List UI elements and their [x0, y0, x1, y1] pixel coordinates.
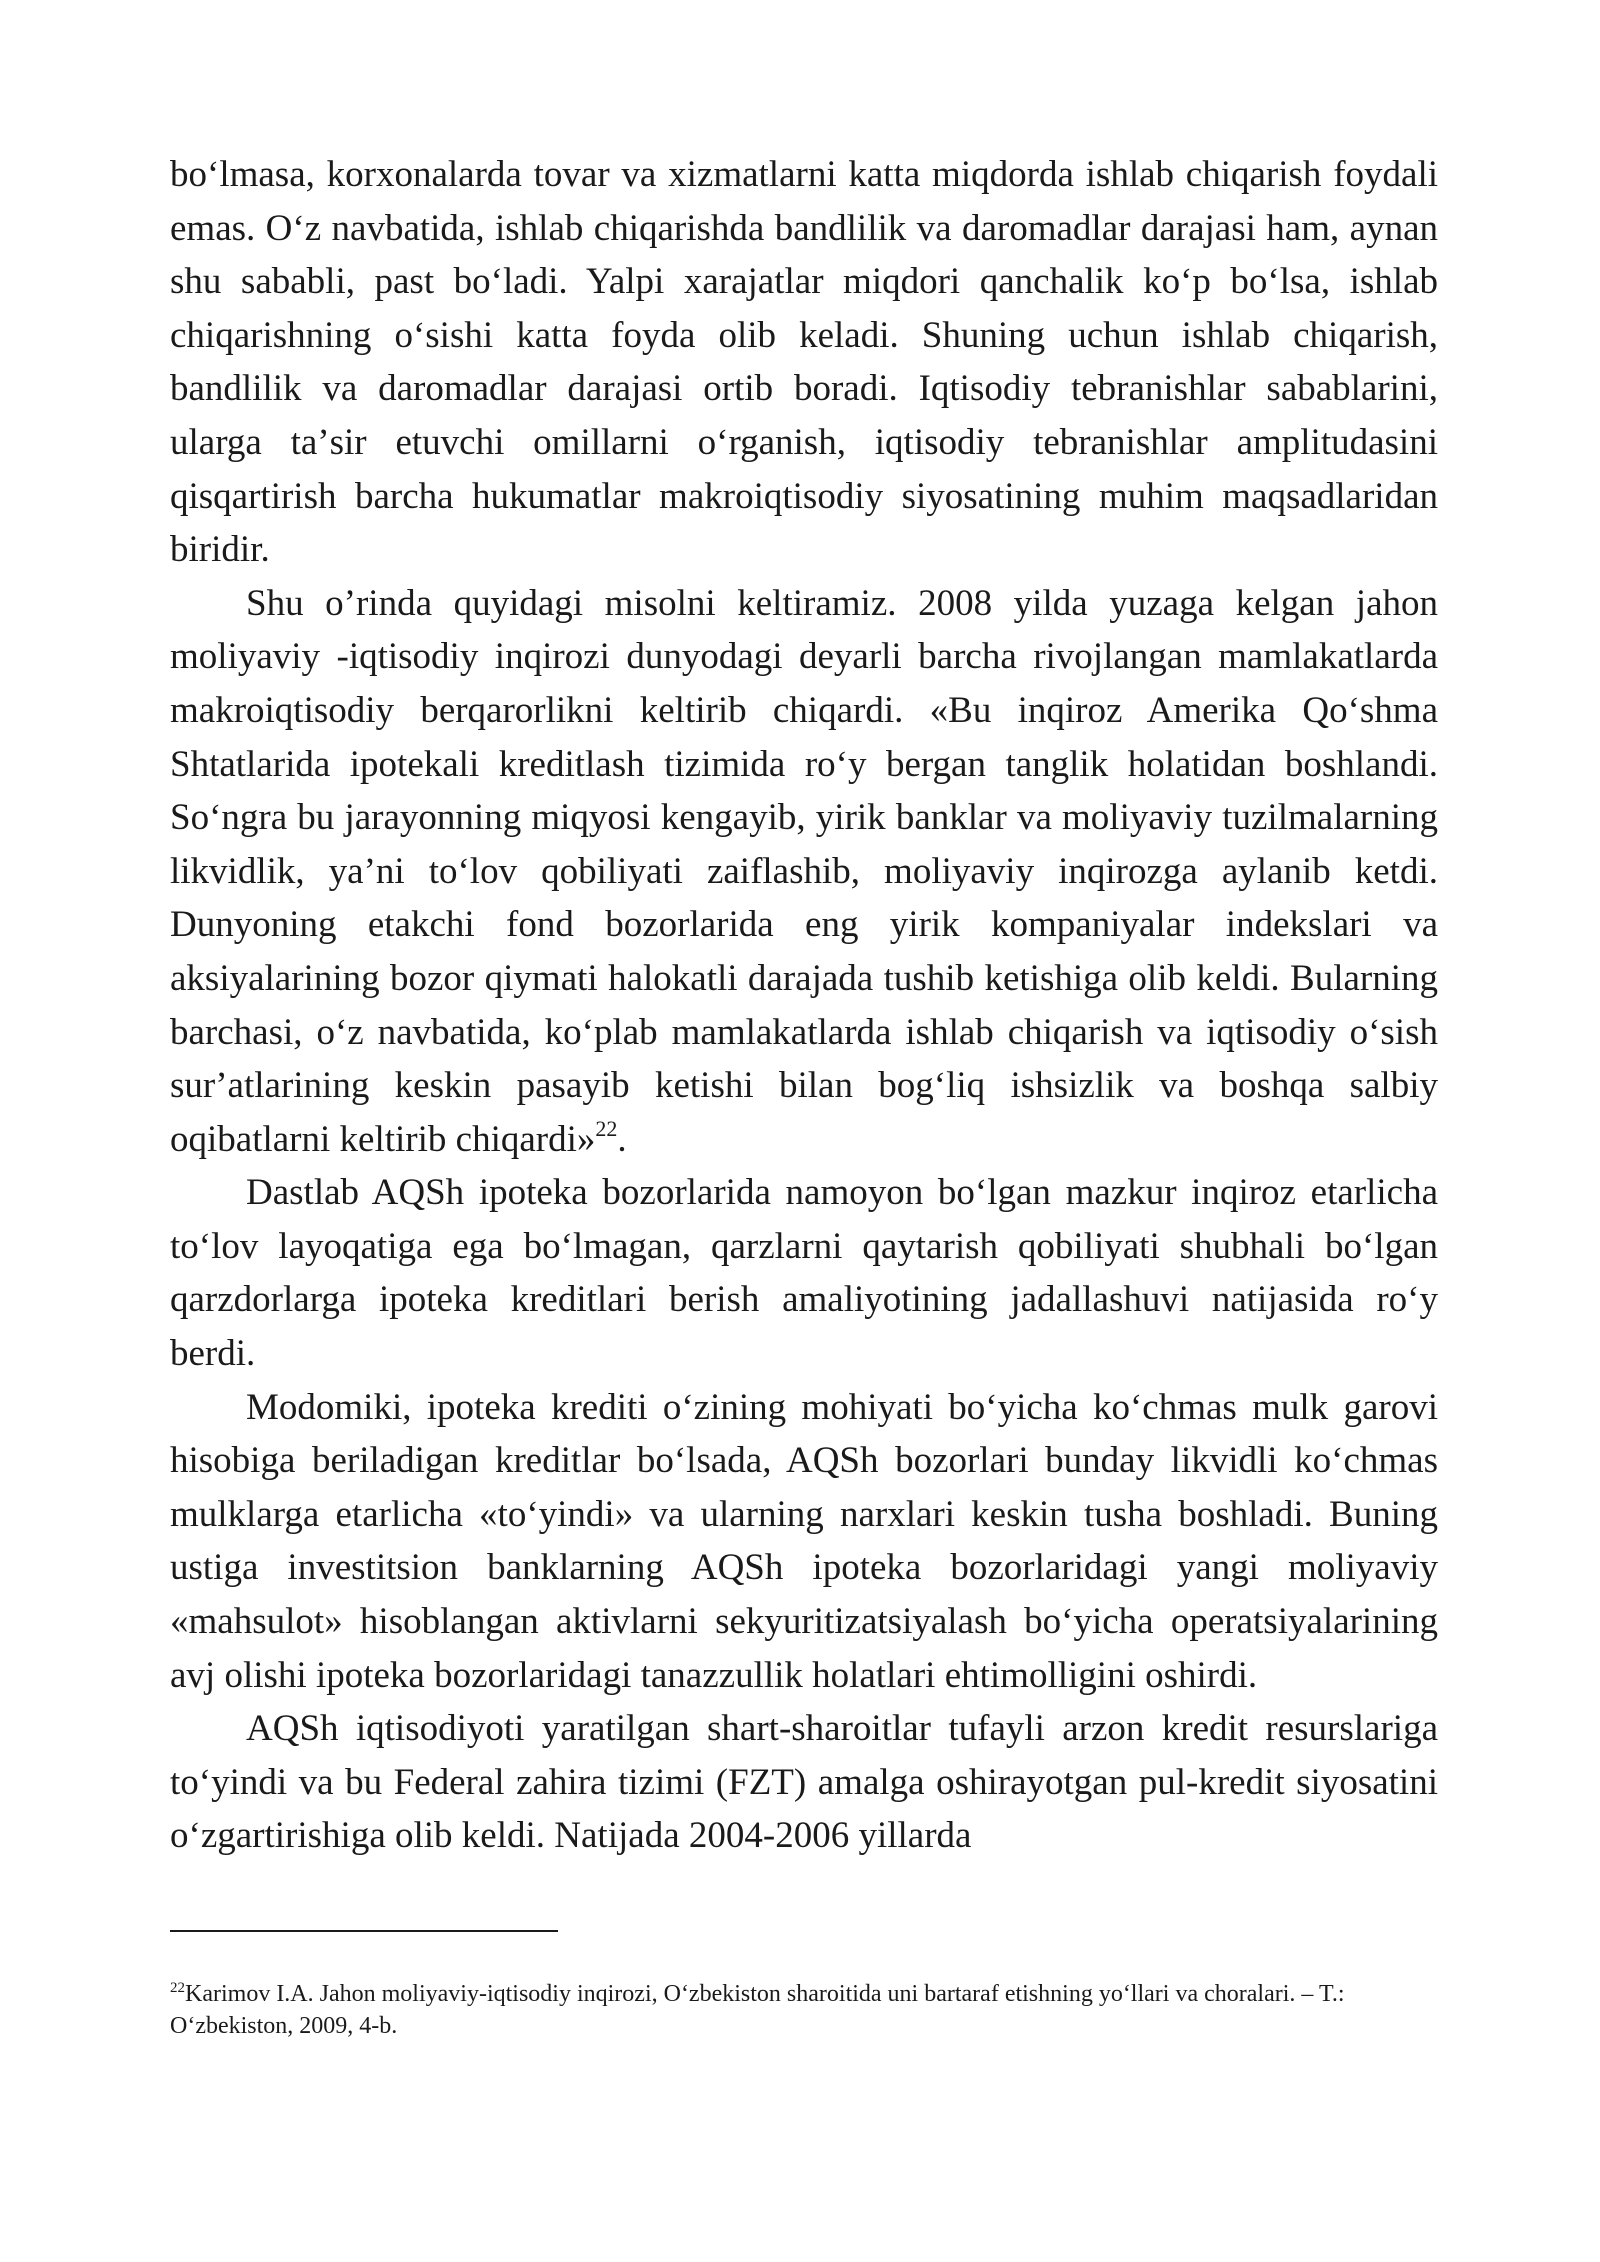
- paragraph-2: [170, 577, 1438, 1167]
- paragraph-3: Dastlab AQSh ipoteka bozorlarida namoyon boʻlgan mazkur inqiroz etarlicha toʻlov layoqatiga ega boʻlmagan, qarzlarni qaytarish qobiliyati shubhali boʻlgan qarzdorlarga ipoteka kreditlari berish amaliyotining jadallashuvi natijasida roʻy berdi.: [170, 1172, 1438, 1375]
- paragraph-2-end: .: [617, 1118, 627, 1160]
- footnote-number: 22: [170, 1980, 185, 1996]
- footnote-text: Karimov I.A. Jahon moliyaviy-iqtisodiy inqirozi, Oʻzbekiston sharoitida uni bartaraf etishning yoʻllari va choralari. – T.: Oʻzbekiston, 2009, 4-b.: [170, 1981, 1345, 2039]
- paragraph-1: boʻlmasa, korxonalarda tovar va xizmatlarni katta miqdorda ishlab chiqarish foydali emas. Oʻz navbatida, ishlab chiqarishda bandlilik va daromadlar darajasi ham, aynan shu sababli, past boʻladi. Yalpi xarajatlar miqdori qanchalik koʻp boʻlsa, ishlab chiqarishning oʻsishi katta foyda olib keladi. Shuning uchun ishlab chiqarish, bandlilik va daromadlar darajasi ortib boradi. Iqtisodiy tebranishlar sabablarini, ularga taʼsir etuvchi omillarni oʻrganish, iqtisodiy tebranishlar amplitudasini qisqartirish barcha hukumatlar makroiqtisodiy siyosatining muhim maqsadlaridan biridir.: [170, 154, 1438, 571]
- footnote: [170, 1978, 1440, 2042]
- paragraph-2-text: Shu o’rinda quyidagi misolni keltiramiz. 2008 yilda yuzaga kelgan jahon moliyaviy -iqtisodiy inqirozi dunyodagi deyarli barcha rivojlangan mamlakatlarda makroiqtisodiy berqarorlikni keltirib chiqardi. «Bu inqiroz Amerika Qoʻshma Shtatlarida ipotekali kreditlash tizimida roʻy bergan tanglik holatidan boshlandi. Soʻngra bu jarayonning miqyosi kengayib, yirik banklar va moliyaviy tuzilmalarning likvidlik, yaʼni toʻlov qobiliyati zaiflashib, moliyaviy inqirozga aylanib ketdi. Dunyoning etakchi fond bozorlarida eng yirik kompaniyalar indekslari va aksiyalarining bozor qiymati halokatli darajada tushib ketishiga olib keldi. Bularning barchasi, oʻz navbatida, koʻplab mamlakatlarda ishlab chiqarish va iqtisodiy oʻsish surʼatlarining keskin pasayib ketishi bilan bogʻliq ishsizlik va boshqa salbiy oqibatlarni keltirib chiqardi»: [170, 582, 1438, 1160]
- footnote-separator: [170, 1930, 558, 1932]
- paragraph-5: AQSh iqtisodiyoti yaratilgan shart-sharoitlar tufayli arzon kredit resurslariga toʻyindi va bu Federal zahira tizimi (FZT) amalga oshirayotgan pul-kredit siyosatini oʻzgartirishiga olib keldi. Natijada 2004-2006 yillarda: [170, 1708, 1438, 1857]
- body-text: [170, 148, 1438, 1863]
- footnote-reference[interactable]: 22: [595, 1115, 618, 1141]
- paragraph-4: Modomiki, ipoteka krediti oʻzining mohiyati boʻyicha koʻchmas mulk garovi hisobiga beriladigan kreditlar boʻlsada, AQSh bozorlari bunday likvidli koʻchmas mulklarga etarlicha «toʻyindi» va ularning narxlari keskin tusha boshladi. Buning ustiga investitsion banklarning AQSh ipoteka bozorlaridagi yangi moliyaviy «mahsulot» hisoblangan aktivlarni sekyuritizatsiyalash boʻyicha operatsiyalarining avj olishi ipoteka bozorlaridagi tanazzullik holatlari ehtimolligini oshirdi.: [170, 1386, 1438, 1696]
